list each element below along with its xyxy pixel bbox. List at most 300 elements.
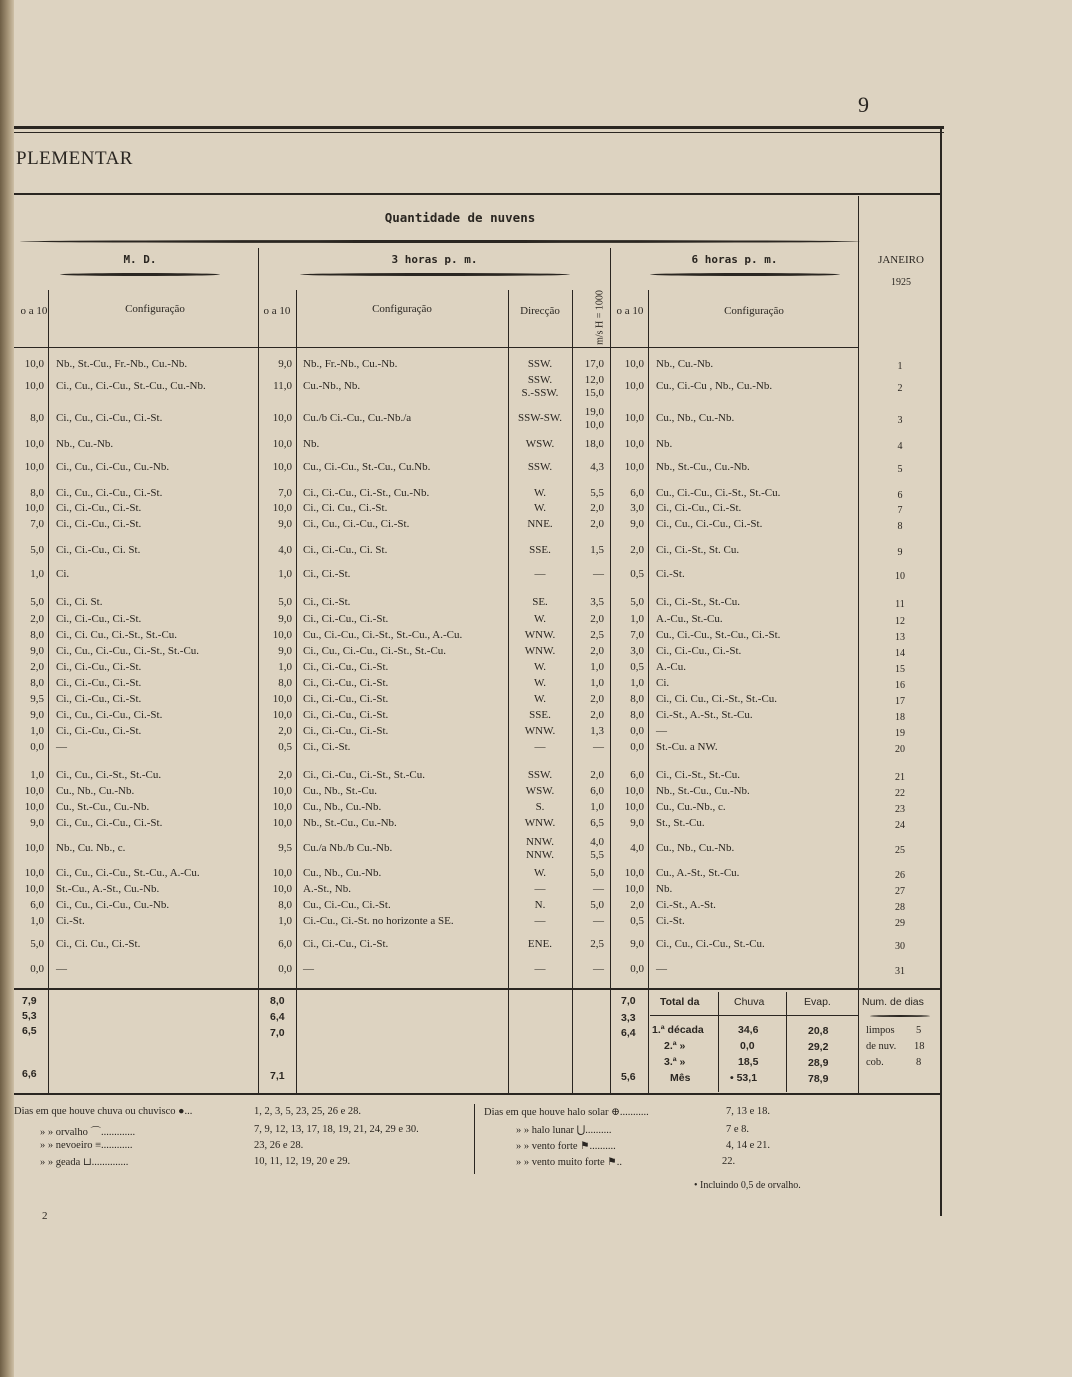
h3-configuration: Ci., Ci. Cu., Ci.-St. [303,502,388,514]
h6-quantity: 10,0 [624,358,644,370]
h6-quantity: 4,0 [630,842,644,854]
h3-direction: WSW. [525,438,555,450]
h3-speed: 1,0 [590,661,604,673]
h3-speed: 15,0 [584,387,604,399]
legend-strong-wind-days: 4, 14 e 21. [726,1140,771,1151]
h3-speed: 2,0 [590,645,604,657]
h3-quantity: 9,5 [278,842,292,854]
h3-quantity: 8,0 [278,677,292,689]
h3-quantity: 10,0 [272,693,292,705]
h3-quantity: 4,0 [278,544,292,556]
h3-direction: SSE. [529,709,551,721]
h3-configuration: Nb., St.-Cu., Cu.-Nb. [303,817,397,829]
h6-configuration: Nb., Cu.-Nb. [656,358,714,370]
h6-summary-2: 3,3 [621,1012,636,1024]
h3-speed: — [593,741,604,753]
period-3-evap: 28,9 [808,1057,829,1069]
table-bottom-rule [14,1093,940,1095]
limpos-value: 5 [916,1025,922,1036]
day-number: 29 [895,918,905,929]
h6-quantity: 2,0 [630,899,644,911]
h3-configuration: Ci.-Cu., Ci.-St. no horizonte a SE. [303,915,454,927]
h3-quantity: 1,0 [278,661,292,673]
h3-configuration: Nb. [303,438,320,450]
legend-strong-wind-label: » » vento forte ⚑.......... [516,1141,616,1152]
h3-configuration: Ci., Ci.-Cu., Ci.-St. [303,709,389,721]
day-number: 5 [897,464,903,475]
period-2-evap: 29,2 [808,1041,829,1053]
h3-speed: 1,3 [590,725,604,737]
chuva-header: Chuva [734,996,765,1008]
h6-summary-3: 6,4 [621,1027,636,1039]
num-dias-header: Num. de dias [862,996,924,1008]
h3-header: 3 horas p. m. [391,253,478,266]
legend-frost-days: 10, 11, 12, 19, 20 e 29. [254,1156,351,1167]
h6-quantity: 10,0 [624,883,644,895]
h3-quantity: 10,0 [272,461,292,473]
h6-configuration: Ci. [656,677,670,689]
md-quantity: 5,0 [30,544,44,556]
h3-configuration: Ci., Ci.-St. [303,568,351,580]
h3-configuration: Cu./b Ci.-Cu., Cu.-Nb./a [303,412,412,424]
nuv-value: 18 [914,1041,925,1052]
total-label: Total da [660,996,700,1008]
md-configuration: Ci., Ci.-Cu., Ci.-St. [56,613,142,625]
h6-quantity: 0,0 [630,963,644,975]
h3-quantity: 10,0 [272,867,292,879]
h6-quantity: 6,0 [630,487,644,499]
vrule-summary-1 [718,992,719,1092]
h3-direction: W. [533,613,547,625]
h6-quantity: 9,0 [630,817,644,829]
day-number: 8 [897,521,903,532]
h3-quantity: 10,0 [272,785,292,797]
h6-quantity: 0,5 [630,568,644,580]
h3-configuration: Ci., Cu., Ci.-Cu., Ci.-St., St.-Cu. [303,645,447,657]
h3-quantity: 11,0 [273,380,292,392]
direction-header: Direcção [520,305,560,317]
h3-direction: N. [534,899,546,911]
h3-configuration: Ci., Ci.-Cu., Ci.-St. [303,661,389,673]
md-configuration: Ci., Cu., Ci.-Cu., Ci.-St. [56,709,163,721]
h3-direction: W. [533,693,547,705]
table-top-rule [14,193,940,195]
day-number: 1 [897,361,903,372]
md-configuration: Nb., Cu. Nb., c. [56,842,126,854]
h6-configuration: Ci., Ci.-Cu., Ci.-St. [656,502,742,514]
h3-quantity: 10,0 [272,817,292,829]
md-configuration: Ci., Cu., Ci.-Cu., Ci.-St., St.-Cu. [56,645,200,657]
h3-speed: — [593,568,604,580]
h3-direction: SSW. [527,374,553,386]
vrule-summary-2 [786,992,787,1092]
month-header: JANEIRO [878,254,924,266]
h3-quantity: 10,0 [272,438,292,450]
md-configuration: — [56,741,67,753]
h3-configuration: Ci., Cu., Ci.-Cu., Ci.-St. [303,518,410,530]
h3-configuration: Cu./a Nb./b Cu.-Nb. [303,842,393,854]
day-number: 31 [895,966,905,977]
h3-configuration: Ci., Ci.-Cu., Ci.-St. [303,677,389,689]
vrule-h3-q [296,290,297,1093]
h3-direction: NNE. [527,518,553,530]
h3-configuration: A.-St., Nb. [303,883,351,895]
h3-speed: 3,5 [590,596,604,608]
period-1-evap: 20,8 [808,1025,829,1037]
h3-quantity: 0,0 [278,963,292,975]
md-quantity: 5,0 [30,938,44,950]
top-rule-thin [14,132,944,133]
day-number: 16 [895,680,905,691]
h3-configuration: Ci., Ci.-St. [303,596,351,608]
h3-direction: S. [535,801,545,813]
period-2-chuva: 0,0 [740,1040,755,1052]
h6-configuration: Ci., Cu., Ci.-Cu., St.-Cu. [656,938,765,950]
md-quantity: 1,0 [30,568,44,580]
h3-speed: 2,0 [590,518,604,530]
md-quantity: 2,0 [30,661,44,673]
h3-configuration: Ci., Ci.-Cu., Ci.-St. [303,613,389,625]
cob-value: 8 [916,1057,922,1068]
period-1-chuva: 34,6 [738,1024,759,1036]
day-number: 15 [895,664,905,675]
h3-configuration: Ci., Ci.-Cu., Ci. St. [303,544,388,556]
vrule-dir [572,290,573,1093]
md-configuration: St.-Cu., A.-St., Cu.-Nb. [56,883,160,895]
md-swash [60,273,220,276]
h6-quantity: 0,5 [630,915,644,927]
h3-speed: 2,0 [590,693,604,705]
h3-quantity: 9,0 [278,358,292,370]
h6-quantity: 8,0 [630,709,644,721]
md-quantity: 9,5 [30,693,44,705]
h6-configuration: — [656,725,667,737]
h3-speed: — [593,963,604,975]
quantity-header: Quantidade de nuvens [384,210,536,225]
evap-header: Evap. [804,996,831,1008]
md-configuration: Ci., Ci.-Cu., Ci.-St. [56,502,142,514]
md-quantity: 6,0 [30,899,44,911]
h3-configuration: Cu., Nb., St.-Cu. [303,785,377,797]
h3-direction: W. [533,661,547,673]
md-configuration: Ci., Ci. St. [56,596,103,608]
day-number: 13 [895,632,905,643]
legend-fog-days: 23, 26 e 28. [254,1140,304,1151]
md-configuration: Ci., Ci. Cu., Ci.-St., St.-Cu. [56,629,178,641]
h3-speed: 1,5 [590,544,604,556]
h6-configuration: Cu., Ci.-Cu , Nb., Cu.-Nb. [656,380,773,392]
num-dias-swash [870,1015,930,1017]
h3-configuration: Cu., Nb., Cu.-Nb. [303,801,382,813]
md-quantity: 10,0 [24,380,44,392]
h3-speed: 5,0 [590,899,604,911]
h3-quantity: 10,0 [272,883,292,895]
h6-quantity: 3,0 [630,645,644,657]
h3-configuration: Ci., Ci.-Cu., Ci.-St., Cu.-Nb. [303,487,430,499]
summary-top-rule [14,988,940,990]
h3-quantity: 0,5 [278,741,292,753]
md-quantity: 9,0 [30,817,44,829]
h3-speed: 2,5 [590,938,604,950]
h3-speed: 4,0 [590,836,604,848]
h6-configuration: Ci., Ci.-Cu., Ci.-St. [656,645,742,657]
h6-quantity: 1,0 [630,613,644,625]
h3-direction: WNW. [524,725,556,737]
legend-rain-days: 1, 2, 3, 5, 23, 25, 26 e 28. [254,1106,362,1117]
limpos-label: limpos [866,1025,895,1036]
h3-quantity: 5,0 [278,596,292,608]
md-configuration: Nb., Cu.-Nb. [56,438,114,450]
md-configuration: — [56,963,67,975]
h6-configuration: Nb., St.-Cu., Cu.-Nb. [656,461,750,473]
legend-dew-days: 7, 9, 12, 13, 17, 18, 19, 21, 24, 29 e 30. [254,1124,419,1135]
h6-configuration: Ci., Ci. Cu., Ci.-St., St.-Cu. [656,693,778,705]
h3-speed: 17,0 [584,358,604,370]
md-quantity: 10,0 [24,461,44,473]
md-configuration: Ci., Cu., Ci.-Cu., Cu.-Nb. [56,899,170,911]
h3-quantity: 2,0 [278,769,292,781]
md-quantity: 8,0 [30,487,44,499]
h3-direction: — [534,883,546,895]
year-header: 1925 [891,277,911,288]
h3-direction: WNW. [524,629,556,641]
h3-direction: SSW. [527,358,553,370]
md-configuration: Ci., Ci. Cu., Ci.-St. [56,938,141,950]
day-number: 3 [897,415,903,426]
h6-quantity: 1,0 [630,677,644,689]
md-configuration: Ci., Ci.-Cu., Ci.-St. [56,677,142,689]
legend-lunar-halo-label: » » halo lunar ⋃.......... [516,1125,612,1136]
h6-configuration: St.-Cu. a NW. [656,741,718,753]
h6-quantity: 8,0 [630,693,644,705]
h3-quantity: 7,0 [278,487,292,499]
day-number: 23 [895,804,905,815]
h3-direction: W. [533,867,547,879]
h3-direction: SSW. [527,461,553,473]
h3-configuration: Ci., Ci.-Cu., Ci.-St., St.-Cu. [303,769,425,781]
h3-quantity: 9,0 [278,613,292,625]
h6-swash [650,273,840,276]
md-configuration: Ci., Ci.-Cu., Ci. St. [56,544,141,556]
vrule-md-q [48,290,49,1093]
h6-quantity: 9,0 [630,518,644,530]
md-quantity: 8,0 [30,412,44,424]
md-configuration: Ci., Cu., Ci.-Cu., St.-Cu., Cu.-Nb. [56,380,206,392]
h3-summary-1: 8,0 [270,995,285,1007]
h3-summary-4: 7,1 [270,1070,285,1082]
md-quantity: 10,0 [24,842,44,854]
md-configuration: Ci., Ci.-Cu., Ci.-St. [56,518,142,530]
h6-configuration: A.-Cu., St.-Cu. [656,613,723,625]
md-quantity: 5,0 [30,596,44,608]
day-number: 22 [895,788,905,799]
h3-quantity: 6,0 [278,938,292,950]
h6-quantity: 9,0 [630,938,644,950]
md-scale-header: o a 10 [20,305,48,317]
h3-speed: 1,0 [590,677,604,689]
h3-direction: WNW. [524,817,556,829]
h3-direction: W. [533,487,547,499]
md-summary-1: 7,9 [22,995,37,1007]
legend-dew-label: » » orvalho ⌒............. [40,1127,136,1138]
h3-speed: 5,0 [590,867,604,879]
h6-quantity: 0,0 [630,725,644,737]
h6-quantity: 10,0 [624,801,644,813]
legend-lunar-halo-days: 7 e 8. [726,1124,750,1135]
md-quantity: 0,0 [30,963,44,975]
h3-direction: SSE. [529,544,551,556]
h3-quantity: 10,0 [272,801,292,813]
h6-configuration: Ci.-St. [656,915,685,927]
h3-configuration: Cu., Ci.-Cu., St.-Cu., Cu.Nb. [303,461,431,473]
md-configuration: Nb., St.-Cu., Fr.-Nb., Cu.-Nb. [56,358,188,370]
h6-configuration: Nb., St.-Cu., Cu.-Nb. [656,785,750,797]
h3-scale-header: o a 10 [263,305,291,317]
h3-speed: 12,0 [584,374,604,386]
h3-direction: — [534,915,546,927]
h3-speed: 2,5 [590,629,604,641]
md-quantity: 9,0 [30,645,44,657]
h6-configuration: Cu., Ci.-Cu., Ci.-St., St.-Cu. [656,487,781,499]
h6-configuration: Ci., Ci.-St., St.-Cu. [656,596,741,608]
h6-configuration: Ci., Cu., Ci.-Cu., Ci.-St. [656,518,763,530]
vrule-h3-end [610,248,611,1093]
md-quantity: 10,0 [24,785,44,797]
h3-direction: NNW. [525,849,554,861]
md-configuration: Ci. [56,568,70,580]
day-number: 25 [895,845,905,856]
md-quantity: 1,0 [30,769,44,781]
h3-quantity: 10,0 [272,709,292,721]
h3-direction: — [534,741,546,753]
md-config-header: Configuração [125,303,185,315]
md-configuration: Ci., Cu., Ci.-St., St.-Cu. [56,769,162,781]
h3-direction: SE. [532,596,548,608]
period-4-evap: 78,9 [808,1073,829,1085]
h6-scale-header: o a 10 [616,305,644,317]
h3-speed: — [593,915,604,927]
h3-direction: — [534,963,546,975]
h3-speed: 5,5 [590,849,604,861]
period-4-chuva: • 53,1 [730,1072,758,1084]
day-number: 9 [897,547,903,558]
md-quantity: 1,0 [30,915,44,927]
day-number: 7 [897,505,903,516]
h3-speed: 2,0 [590,709,604,721]
nuv-label: de nuv. [866,1041,897,1052]
h6-quantity: 7,0 [630,629,644,641]
h3-speed: 5,5 [590,487,604,499]
h6-configuration: Nb. [656,438,673,450]
h6-config-header: Configuração [724,305,784,317]
h3-speed: 2,0 [590,769,604,781]
vrule-h6-q [648,290,649,1093]
h3-direction: WNW. [524,645,556,657]
h3-speed: 19,0 [584,406,604,418]
md-configuration: Ci., Cu., Ci.-Cu., Ci.-St. [56,817,163,829]
legend-fog-label: » » nevoeiro ≡............ [40,1140,133,1151]
h3-direction: SSW-SW. [518,412,562,424]
h6-summary-1: 7,0 [621,995,636,1007]
h3-configuration: Ci., Ci.-St. [303,741,351,753]
vrule-md-end [258,248,259,1093]
h6-quantity: 10,0 [624,867,644,879]
h3-speed: 4,3 [590,461,604,473]
h3-quantity: 10,0 [272,502,292,514]
md-quantity: 0,0 [30,741,44,753]
h6-configuration: Ci.-St., A.-St., St.-Cu. [656,709,753,721]
h6-quantity: 0,5 [630,661,644,673]
h3-direction: — [534,568,546,580]
md-quantity: 8,0 [30,629,44,641]
h6-quantity: 10,0 [624,380,644,392]
md-quantity: 9,0 [30,709,44,721]
day-number: 28 [895,902,905,913]
h6-configuration: A.-Cu. [656,661,686,673]
md-summary-2: 5,3 [22,1010,37,1022]
h6-configuration: Cu., Nb., Cu.-Nb. [656,842,735,854]
h6-quantity: 0,0 [630,741,644,753]
md-configuration: Ci., Cu., Ci.-Cu., Ci.-St. [56,412,163,424]
period-2-label: 2.ª » [664,1040,686,1052]
h3-quantity: 2,0 [278,725,292,737]
h6-quantity: 5,0 [630,596,644,608]
period-3-chuva: 18,5 [738,1056,759,1068]
h6-summary-4: 5,6 [621,1071,636,1083]
h3-direction: S.-SSW. [521,387,559,399]
day-number: 10 [895,571,905,582]
h6-configuration: Ci.-St., A.-St. [656,899,716,911]
h3-speed: 1,0 [590,801,604,813]
h6-configuration: Nb. [656,883,673,895]
h3-config-header: Configuração [372,303,432,315]
page-number: 9 [858,92,869,117]
md-quantity: 7,0 [30,518,44,530]
h3-speed: 2,0 [590,613,604,625]
h3-direction: ENE. [527,938,553,950]
h3-configuration: Cu., Ci.-Cu., Ci.-St. [303,899,391,911]
right-border [940,126,942,1216]
md-configuration: Cu., Nb., Cu.-Nb. [56,785,135,797]
top-rule [14,126,944,129]
h3-speed: — [593,883,604,895]
legend-solar-halo-label: Dias em que houve halo solar ⊕........... [484,1107,649,1118]
period-1-label: 1.ª década [652,1024,704,1036]
h3-speed: 6,5 [590,817,604,829]
h3-configuration: Ci., Ci.-Cu., Ci.-St. [303,938,389,950]
legend-very-strong-wind-days: 22. [722,1156,736,1167]
h3-direction: WSW. [525,785,555,797]
h3-quantity: 1,0 [278,568,292,580]
day-number: 6 [897,490,903,501]
h3-configuration: Nb., Fr.-Nb., Cu.-Nb. [303,358,398,370]
md-configuration: Ci., Cu., Ci.-Cu., Ci.-St. [56,487,163,499]
h6-configuration: — [656,963,667,975]
day-number: 19 [895,728,905,739]
h3-direction: NNW. [525,836,554,848]
h3-configuration: Cu., Ci.-Cu., Ci.-St., St.-Cu., A.-Cu. [303,629,463,641]
h3-summary-3: 7,0 [270,1027,285,1039]
h6-quantity: 10,0 [624,412,644,424]
page-title: PLEMENTAR [16,148,133,169]
md-quantity: 10,0 [24,358,44,370]
h6-quantity: 2,0 [630,544,644,556]
h3-quantity: 9,0 [278,645,292,657]
h3-configuration: Ci., Ci.-Cu., Ci.-St. [303,693,389,705]
h6-configuration: St., St.-Cu. [656,817,705,829]
day-number: 12 [895,616,905,627]
summary-header-rule [650,1015,858,1016]
